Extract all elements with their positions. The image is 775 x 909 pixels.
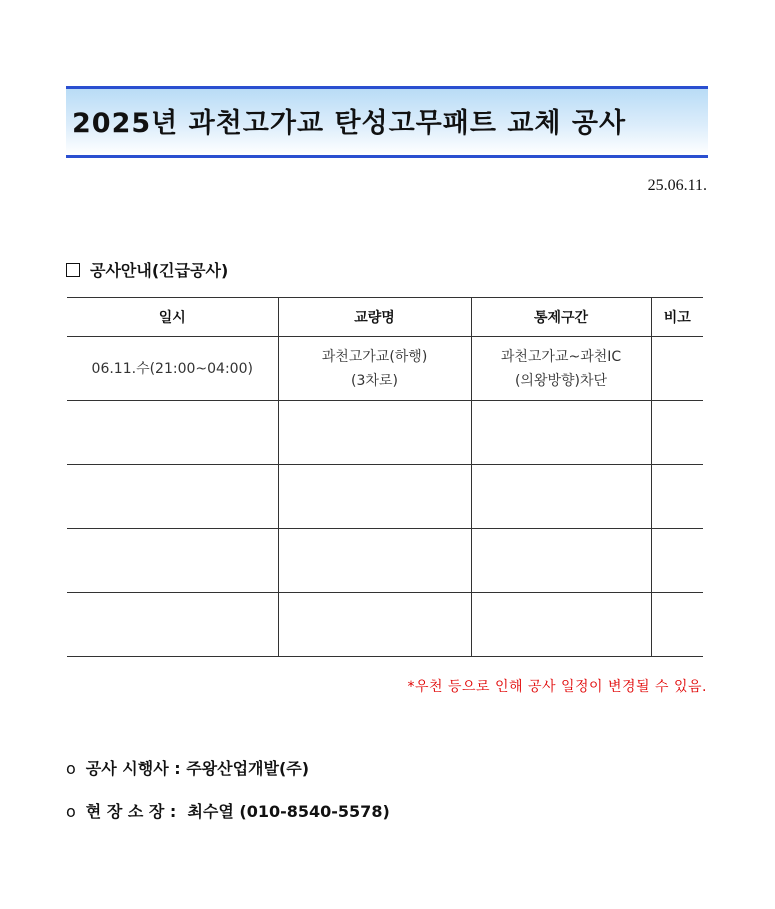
document-title: 2025년 과천고가교 탄성고무패트 교체 공사 [72,108,627,139]
header-remarks: 비고 [651,298,703,337]
section-heading [66,258,228,281]
table-row [67,465,703,529]
cell-remarks [651,529,703,593]
cell-remarks [651,337,703,401]
contractor-value: 주왕산업개발(주) [186,759,310,778]
cell-control-section [471,593,651,657]
table-row [67,401,703,465]
title-banner [66,86,708,158]
section-heading-text: 공사안내(긴급공사) [90,261,229,280]
cell-datetime [67,529,278,593]
cell-remarks [651,465,703,529]
schedule-table [67,297,703,657]
bullet-icon: o [66,759,76,778]
cell-bridge-name [278,593,471,657]
bullet-icon: o [66,802,76,821]
contractor-label: 공사 시행사 : [85,759,181,778]
table-row [67,593,703,657]
contractor-line [66,756,309,779]
cell-remarks [651,401,703,465]
cell-control-section [471,529,651,593]
header-datetime: 일시 [67,298,278,337]
cell-bridge-name [278,401,471,465]
cell-control-section [471,401,651,465]
cell-bridge-name [278,529,471,593]
document-date: 25.06.11. [647,177,707,194]
header-control-section: 통제구간 [471,298,651,337]
cell-datetime [67,593,278,657]
header-bridge-name: 교량명 [278,298,471,337]
site-manager-line [66,799,390,822]
cell-datetime [67,465,278,529]
cell-control-section: 과천고가교~과천IC (의왕방향)차단 [471,337,651,401]
cell-datetime [67,401,278,465]
cell-datetime: 06.11.수(21:00~04:00) [67,337,278,401]
table-row [67,529,703,593]
checkbox-square-icon [66,263,80,277]
cell-bridge-name [278,465,471,529]
cell-control-section [471,465,651,529]
site-manager-label: 현 장 소 장 : [85,802,177,821]
cell-remarks [651,593,703,657]
schedule-change-note: *우천 등으로 인해 공사 일정이 변경될 수 있음. [407,679,707,695]
site-manager-value: 최수열 (010-8540-5578) [187,802,390,821]
table-header-row [67,298,703,337]
table-row [67,337,703,401]
cell-bridge-name: 과천고가교(하행) (3차로) [278,337,471,401]
